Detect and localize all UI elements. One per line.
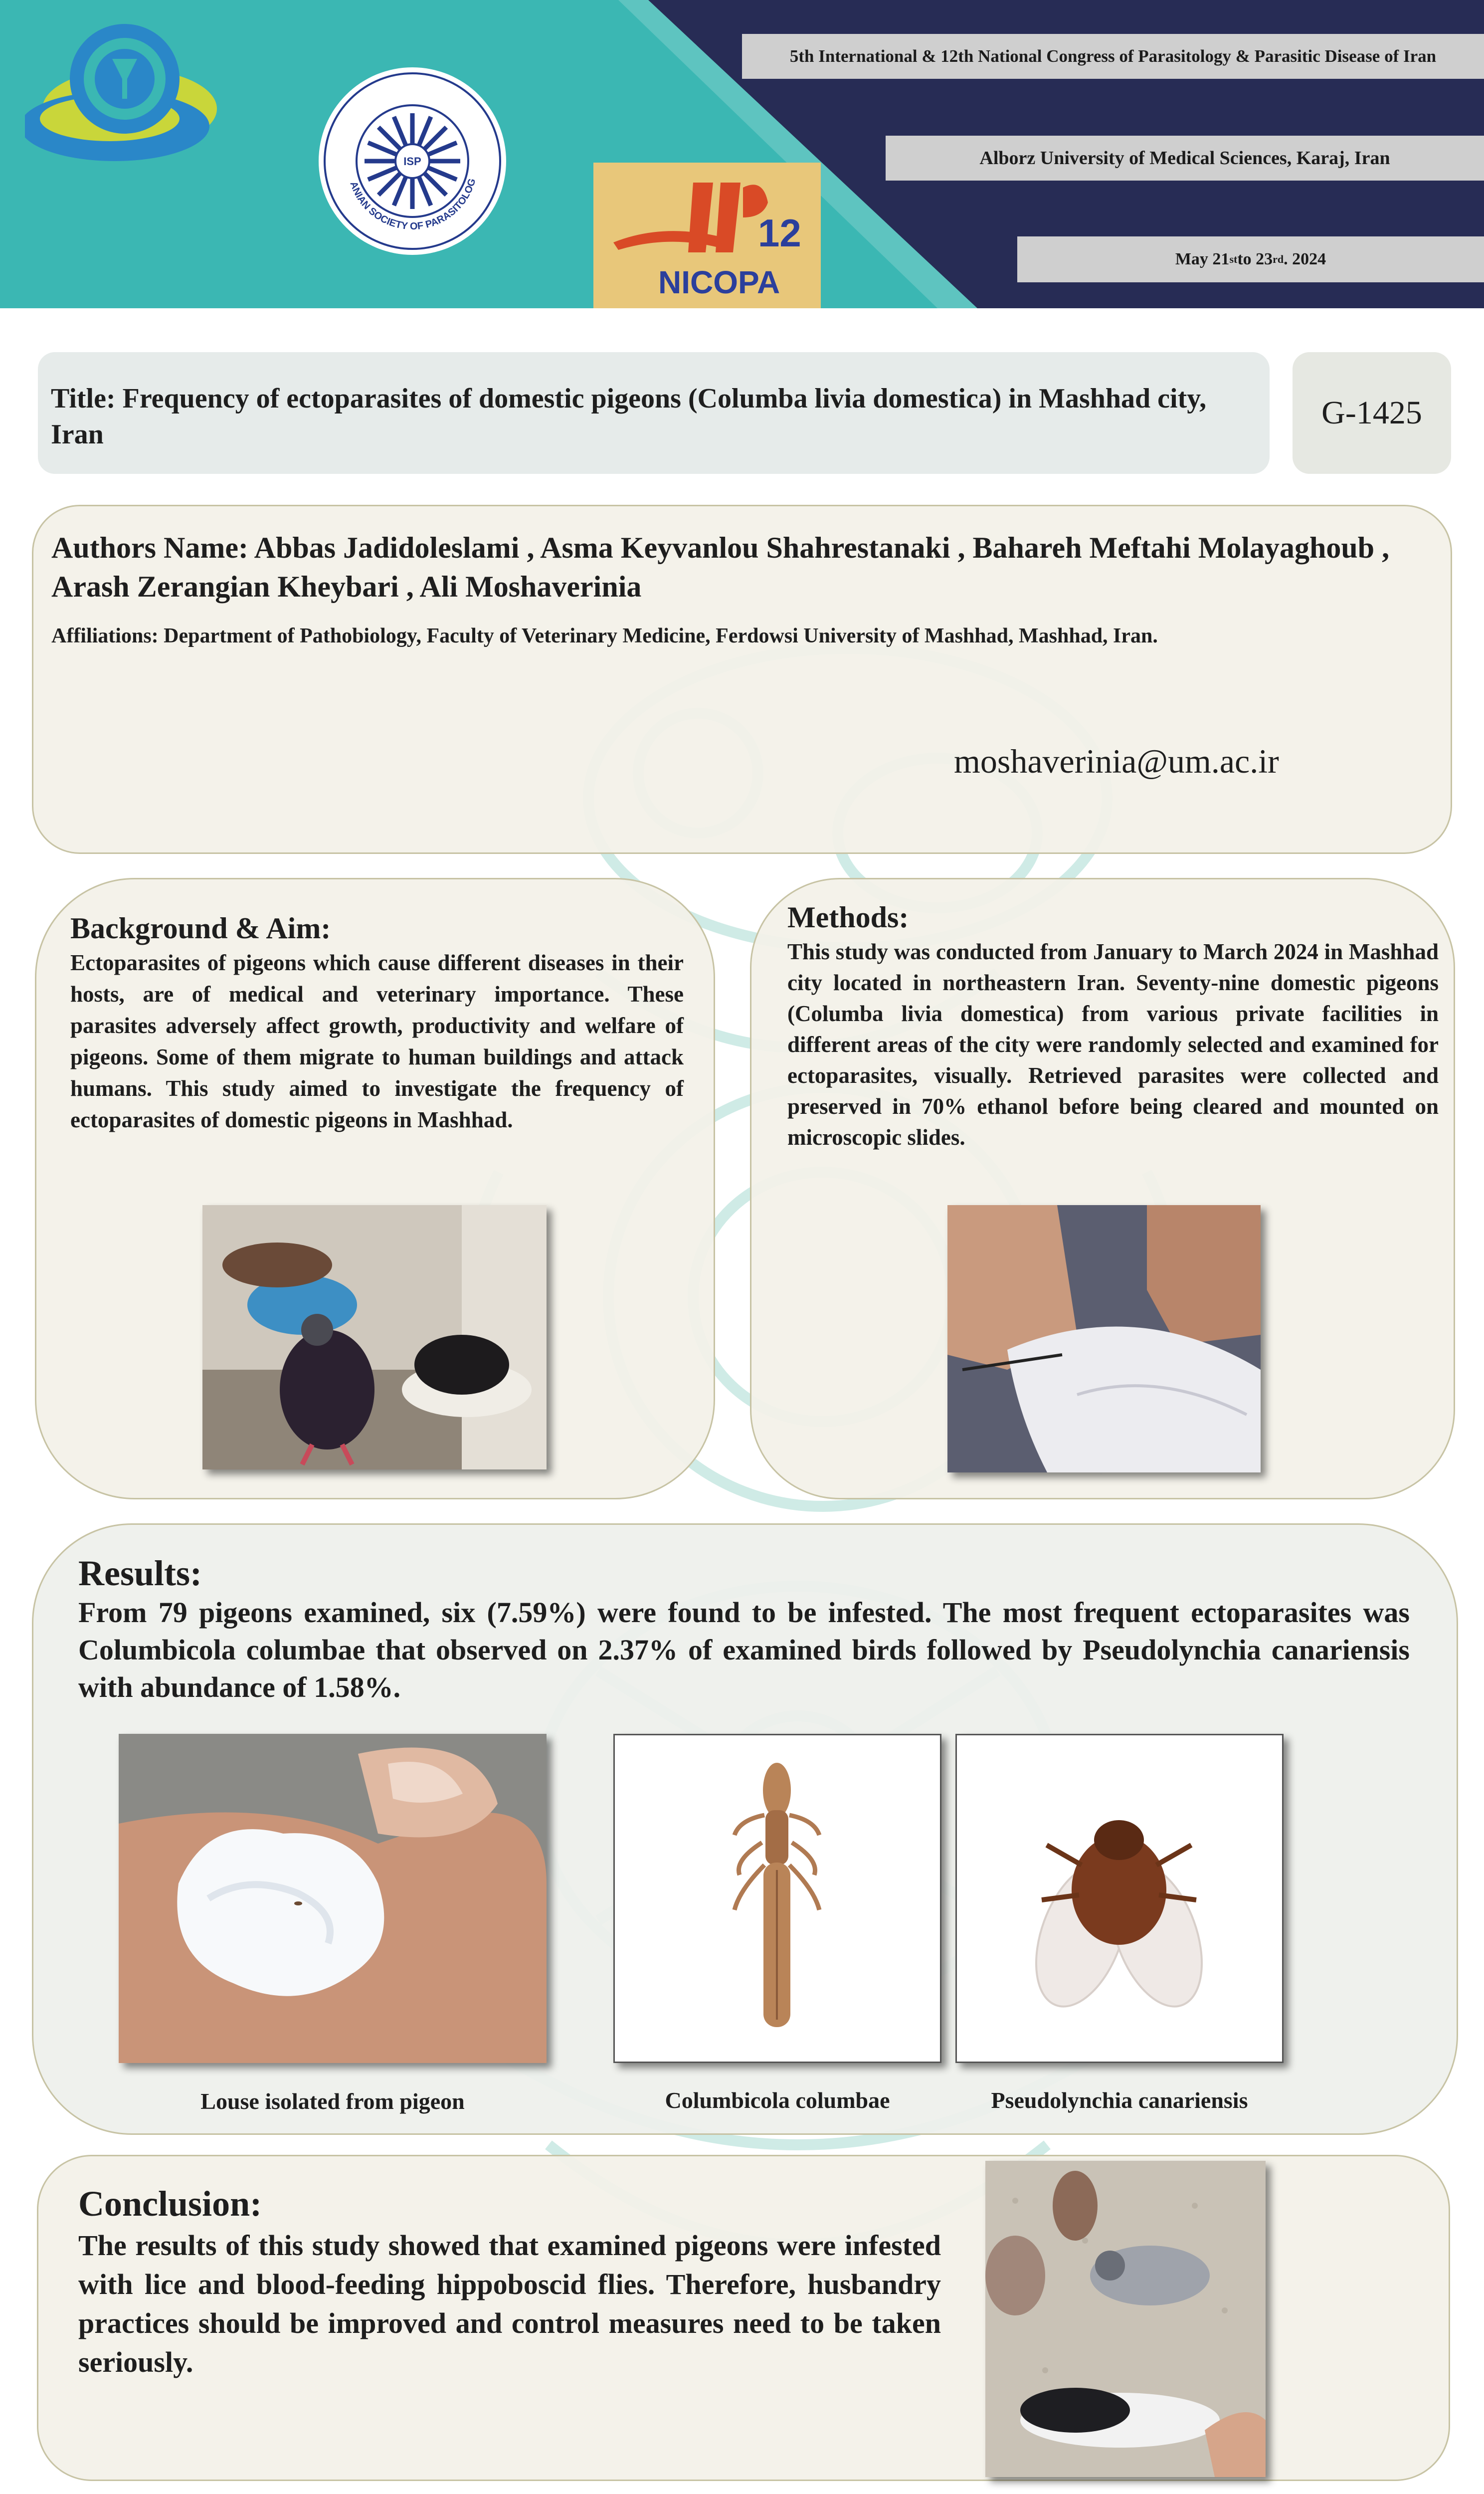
nicopa-text: NICOPA	[658, 264, 780, 300]
feather-examination-photo	[947, 1205, 1261, 1472]
nicopa-number: 12	[758, 211, 801, 255]
date-to: to 23	[1237, 250, 1273, 268]
background-text: Ectoparasites of pigeons which cause different diseases in their hosts, are of medical and veterinary importance. These parasites adversely affect growth, productivity and welfare of pigeons. Some of them migrate to human buildings and attack humans. This study aimed to investigate the frequency of ectoparasites of domestic pigeons in Mashhad.	[70, 950, 684, 1132]
methods-text: This study was conducted from January to March 2024 in Mashhad city located in northeastern Iran. Seventy-nine domestic pigeons (Columba livia domestica) from various private facilities in different areas of the city were randomly selected and examined for ectoparasites, visually. Retrieved parasites were collected and preserved in 70% ethanol before being cleared and mounted on microscopic slides.	[787, 939, 1439, 1150]
date-sup1: st	[1229, 253, 1238, 265]
date-sup2: rd	[1273, 253, 1284, 265]
conclusion-heading: Conclusion:	[78, 2184, 262, 2224]
poster-code: G-1425	[1293, 352, 1451, 474]
date-day1: May 21	[1175, 250, 1230, 268]
seal-text: ANIAN SOCIETY OF PARASITOLOG	[348, 177, 478, 232]
caption-louse: Louse isolated from pigeon	[200, 2088, 465, 2114]
congress-name-bar: 5th International & 12th National Congress of Parasitology & Parasitic Disease of Iran	[742, 34, 1484, 79]
date-year: . 2024	[1284, 250, 1326, 268]
authors-names: Authors Name: Abbas Jadidoleslami , Asma Keyvanlou Shahrestanaki , Bahareh Meftahi Molayaghoub , Arash Zerangian Kheybari , Ali Moshaverinia	[51, 531, 1390, 603]
nicopa-logo	[593, 163, 821, 308]
university-bar: Alborz University of Medical Sciences, Karaj, Iran	[886, 136, 1484, 181]
columbicola-columbae-photo	[613, 1734, 941, 2063]
results-heading: Results:	[78, 1553, 202, 1593]
contact-email[interactable]: moshaverinia@um.ac.ir	[954, 742, 1279, 780]
louse-on-cotton-photo	[119, 1734, 547, 2063]
authors-panel	[32, 505, 1452, 854]
pseudolynchia-canariensis-photo	[955, 1734, 1284, 2063]
conclusion-text: The results of this study showed that examined pigeons were infested with lice and blood-feeding hippoboscid flies. Therefore, husbandry practices should be improved and control measures need to be taken seriously.	[78, 2229, 941, 2378]
results-text: From 79 pigeons examined, six (7.59%) were found to be infested. The most frequent ectoparasites was Columbicola columbae that observed on 2.37% of examined birds followed by Pseudolynchia canariensis with abundance of 1.58%.	[78, 1596, 1410, 1703]
pigeons-on-floor-photo	[985, 2161, 1266, 2477]
caption-pseudolynchia: Pseudolynchia canariensis	[991, 2087, 1248, 2113]
header-banner	[0, 0, 1484, 308]
date-bar	[1017, 236, 1484, 282]
society-seal-logo	[317, 66, 508, 256]
affiliations: Affiliations: Department of Pathobiology, Faculty of Veterinary Medicine, Ferdowsi University of Mashhad, Mashhad, Iran.	[51, 624, 1158, 647]
poster-title: Title: Frequency of ectoparasites of domestic pigeons (Columba livia domestica) in Mashhad city, Iran	[38, 352, 1270, 474]
congress-logo-icon	[25, 19, 224, 179]
seal-abbrev: ISP	[403, 155, 421, 168]
pigeons-in-coop-photo	[202, 1205, 547, 1469]
background-heading: Background & Aim:	[70, 912, 331, 945]
methods-heading: Methods:	[787, 901, 909, 934]
caption-columbicola: Columbicola columbae	[665, 2087, 890, 2113]
